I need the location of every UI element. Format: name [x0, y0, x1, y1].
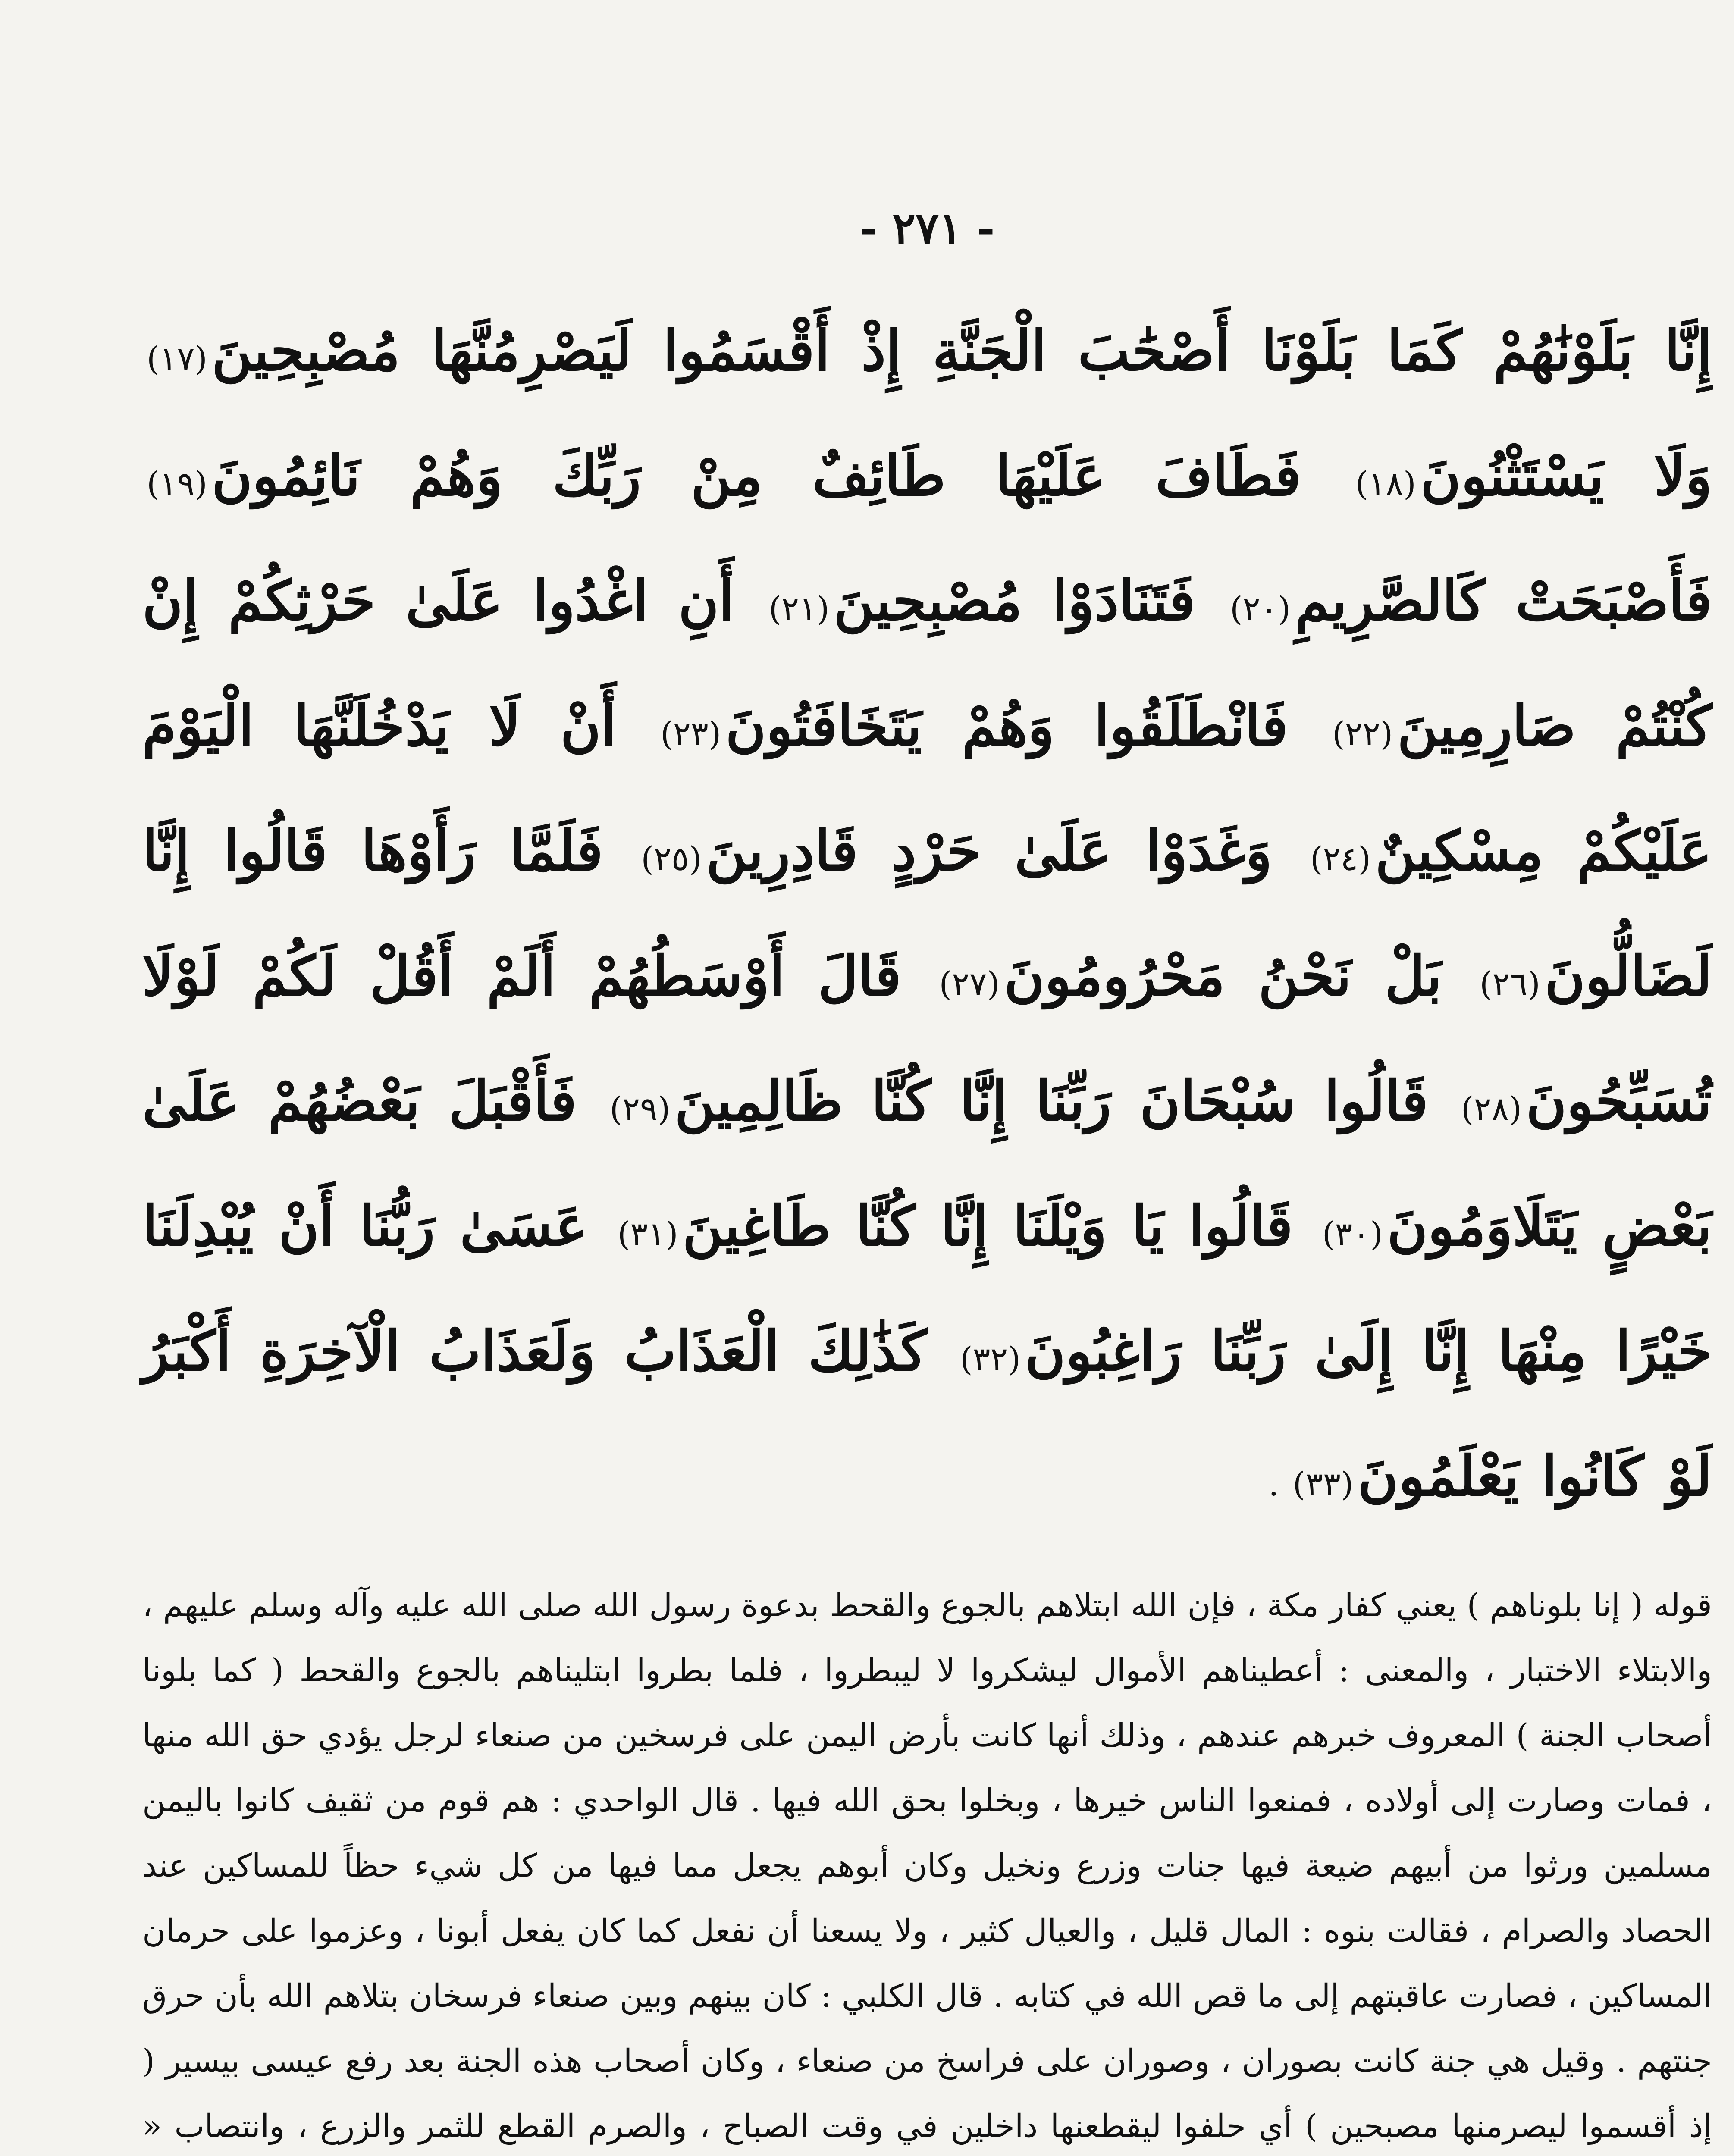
verse-text: قَالَ أَوْسَطُهُمْ أَلَمْ أَقُلْ لَكُمْ لَوْلَا تُسَبِّحُونَ	[142, 944, 1712, 1134]
verse-text: وَلَا يَسْتَثْنُونَ	[1420, 444, 1712, 508]
quran-verses	[142, 292, 1712, 1543]
verse-number: (٢٦)	[1479, 965, 1540, 1003]
verse-text: فَلَمَّا رَأَوْهَا قَالُوا إِنَّا لَضَالُّونَ	[142, 819, 1712, 1009]
verse-number: (٣٣) .	[1268, 1465, 1354, 1503]
commentary-paragraph: قوله ( إنا بلوناهم ) يعني كفار مكة ، فإن الله ابتلاهم بالجوع والقحط بدعوة رسول الله صلى الله عليه وآله وسلم عليهم ، والابتلاء الاختبار ، والمعنى : أعطيناهم الأموال ليشكروا لا ليبطروا ، فلما بطروا ابتليناهم بالجوع والقحط ( كما بلونا أصحاب الجنة ) المعروف خبرهم عندهم ، وذلك أنها كانت بأرض اليمن على فرسخين من صنعاء لرجل يؤدي حق الله منها ، فمات وصارت إلى أولاده ، فمنعوا الناس خيرها ، وبخلوا بحق الله فيها . قال الواحدي : هم قوم من ثقيف كانوا باليمن مسلمين ورثوا من أبيهم ضيعة فيها جنات وزرع ونخيل وكان أبوهم يجعل مما فيها من كل شيء حظاً للمساكين عند الحصاد والصرام ، فقالت بنوه : المال قليل ، والعيال كثير ، ولا يسعنا أن نفعل كما كان يفعل أبونا ، وعزموا على حرمان المساكين ، فصارت عاقبتهم إلى ما قص الله في كتابه . قال الكلبي : كان بينهم وبين صنعاء فرسخان بتلاهم الله بأن حرق جنتهم . وقيل هي جنة كانت بصوران ، وصوران على فراسخ من صنعاء ، وكان أصحاب هذه الجنة بعد رفع عيسى بيسير ( إذ أقسموا ليصرمنها مصبحين ) أي حلفوا ليقطعنها داخلين في وقت الصباح ، والصرم القطع للثمر والزرع ، وانتصاب «	[142, 1587, 1712, 2145]
verse-text: وَغَدَوْا عَلَىٰ حَرْدٍ قَادِرِينَ	[706, 819, 1272, 884]
verse-text: إِنَّا بَلَوْنَٰهُمْ كَمَا بَلَوْنَا أَصْحَٰبَ الْجَنَّةِ إِذْ أَقْسَمُوا لَيَصْرِمُنَّهَا مُصْبِحِينَ	[211, 319, 1712, 383]
quran-verse	[637, 819, 1272, 884]
verse-text: قَالُوا سُبْحَانَ رَبِّنَا إِنَّا كُنَّا ظَالِمِينَ	[674, 1069, 1428, 1134]
verse-number: (٣١)	[617, 1215, 678, 1253]
verse-text: فَانْطَلَقُوا وَهُمْ يَتَخَافَتُونَ	[725, 694, 1288, 758]
quran-verse	[1351, 444, 1712, 508]
commentary-text	[142, 1573, 1712, 2156]
verse-text: فَأَقْبَلَ بَعْضُهُمْ عَلَىٰ بَعْضٍ يَتَلَاوَمُونَ	[142, 1069, 1712, 1259]
quran-verse	[613, 1194, 1293, 1259]
verse-number: (٢٣)	[660, 714, 721, 753]
quran-verse	[934, 944, 1442, 1009]
page-number: - ٢٧١ -	[859, 203, 995, 254]
quran-verse	[142, 444, 1301, 508]
quran-verse	[764, 569, 1195, 633]
verse-text: فَتَنَادَوْا مُصْبِحِينَ	[834, 569, 1196, 633]
verse-number: (٢١)	[768, 589, 830, 628]
verse-number: (٢٤)	[1310, 840, 1371, 878]
quran-verse	[142, 319, 1712, 383]
verse-text: بَلْ نَحْنُ مَحْرُومُونَ	[1004, 944, 1442, 1009]
verse-text: فَأَصْبَحَتْ كَالصَّرِيمِ	[1295, 569, 1712, 633]
document-page	[142, 203, 1712, 2156]
verse-number: (٢٧)	[939, 965, 1000, 1003]
quran-verse	[605, 1069, 1428, 1134]
verse-number: (١٨)	[1355, 464, 1416, 503]
verse-text: كَذَٰلِكَ الْعَذَابُ وَلَعَذَابُ الْآخِرَةِ أَكْبَرُ لَوْ كَانُوا يَعْلَمُونَ	[142, 1319, 1712, 1509]
verse-number: (٢٢)	[1332, 714, 1393, 753]
verse-text: فَطَافَ عَلَيْهَا طَائِفٌ مِنْ رَبِّكَ وَهُمْ نَائِمُونَ	[211, 444, 1301, 508]
verse-number: (٢٩)	[609, 1090, 671, 1128]
verse-number: (٣٠)	[1322, 1215, 1383, 1253]
verse-number: (٣٢)	[960, 1340, 1021, 1378]
verse-number: (٢٥)	[641, 840, 702, 878]
verse-number: (٢٠)	[1229, 589, 1291, 628]
verse-text: قَالُوا يَا وَيْلَنَا إِنَّا كُنَّا طَاغِينَ	[682, 1194, 1293, 1259]
verse-number: (٢٨)	[1461, 1090, 1522, 1128]
verse-text: أَنِ اغْدُوا عَلَىٰ حَرْثِكُمْ إِنْ كُنْتُمْ صَارِمِينَ	[142, 569, 1712, 758]
quran-verse	[1226, 569, 1712, 633]
verse-text: أَنْ لَا يَدْخُلَنَّهَا الْيَوْمَ عَلَيْكُمْ مِسْكِينٌ	[142, 694, 1712, 884]
verse-text: عَسَىٰ رَبُّنَا أَنْ يُبْدِلَنَا خَيْرًا مِنْهَا إِنَّا إِلَىٰ رَبِّنَا رَاغِبُونَ	[142, 1194, 1712, 1384]
verse-number: (١٩)	[147, 464, 207, 503]
quran-verse	[656, 694, 1288, 758]
verse-number: (١٧)	[147, 339, 207, 378]
